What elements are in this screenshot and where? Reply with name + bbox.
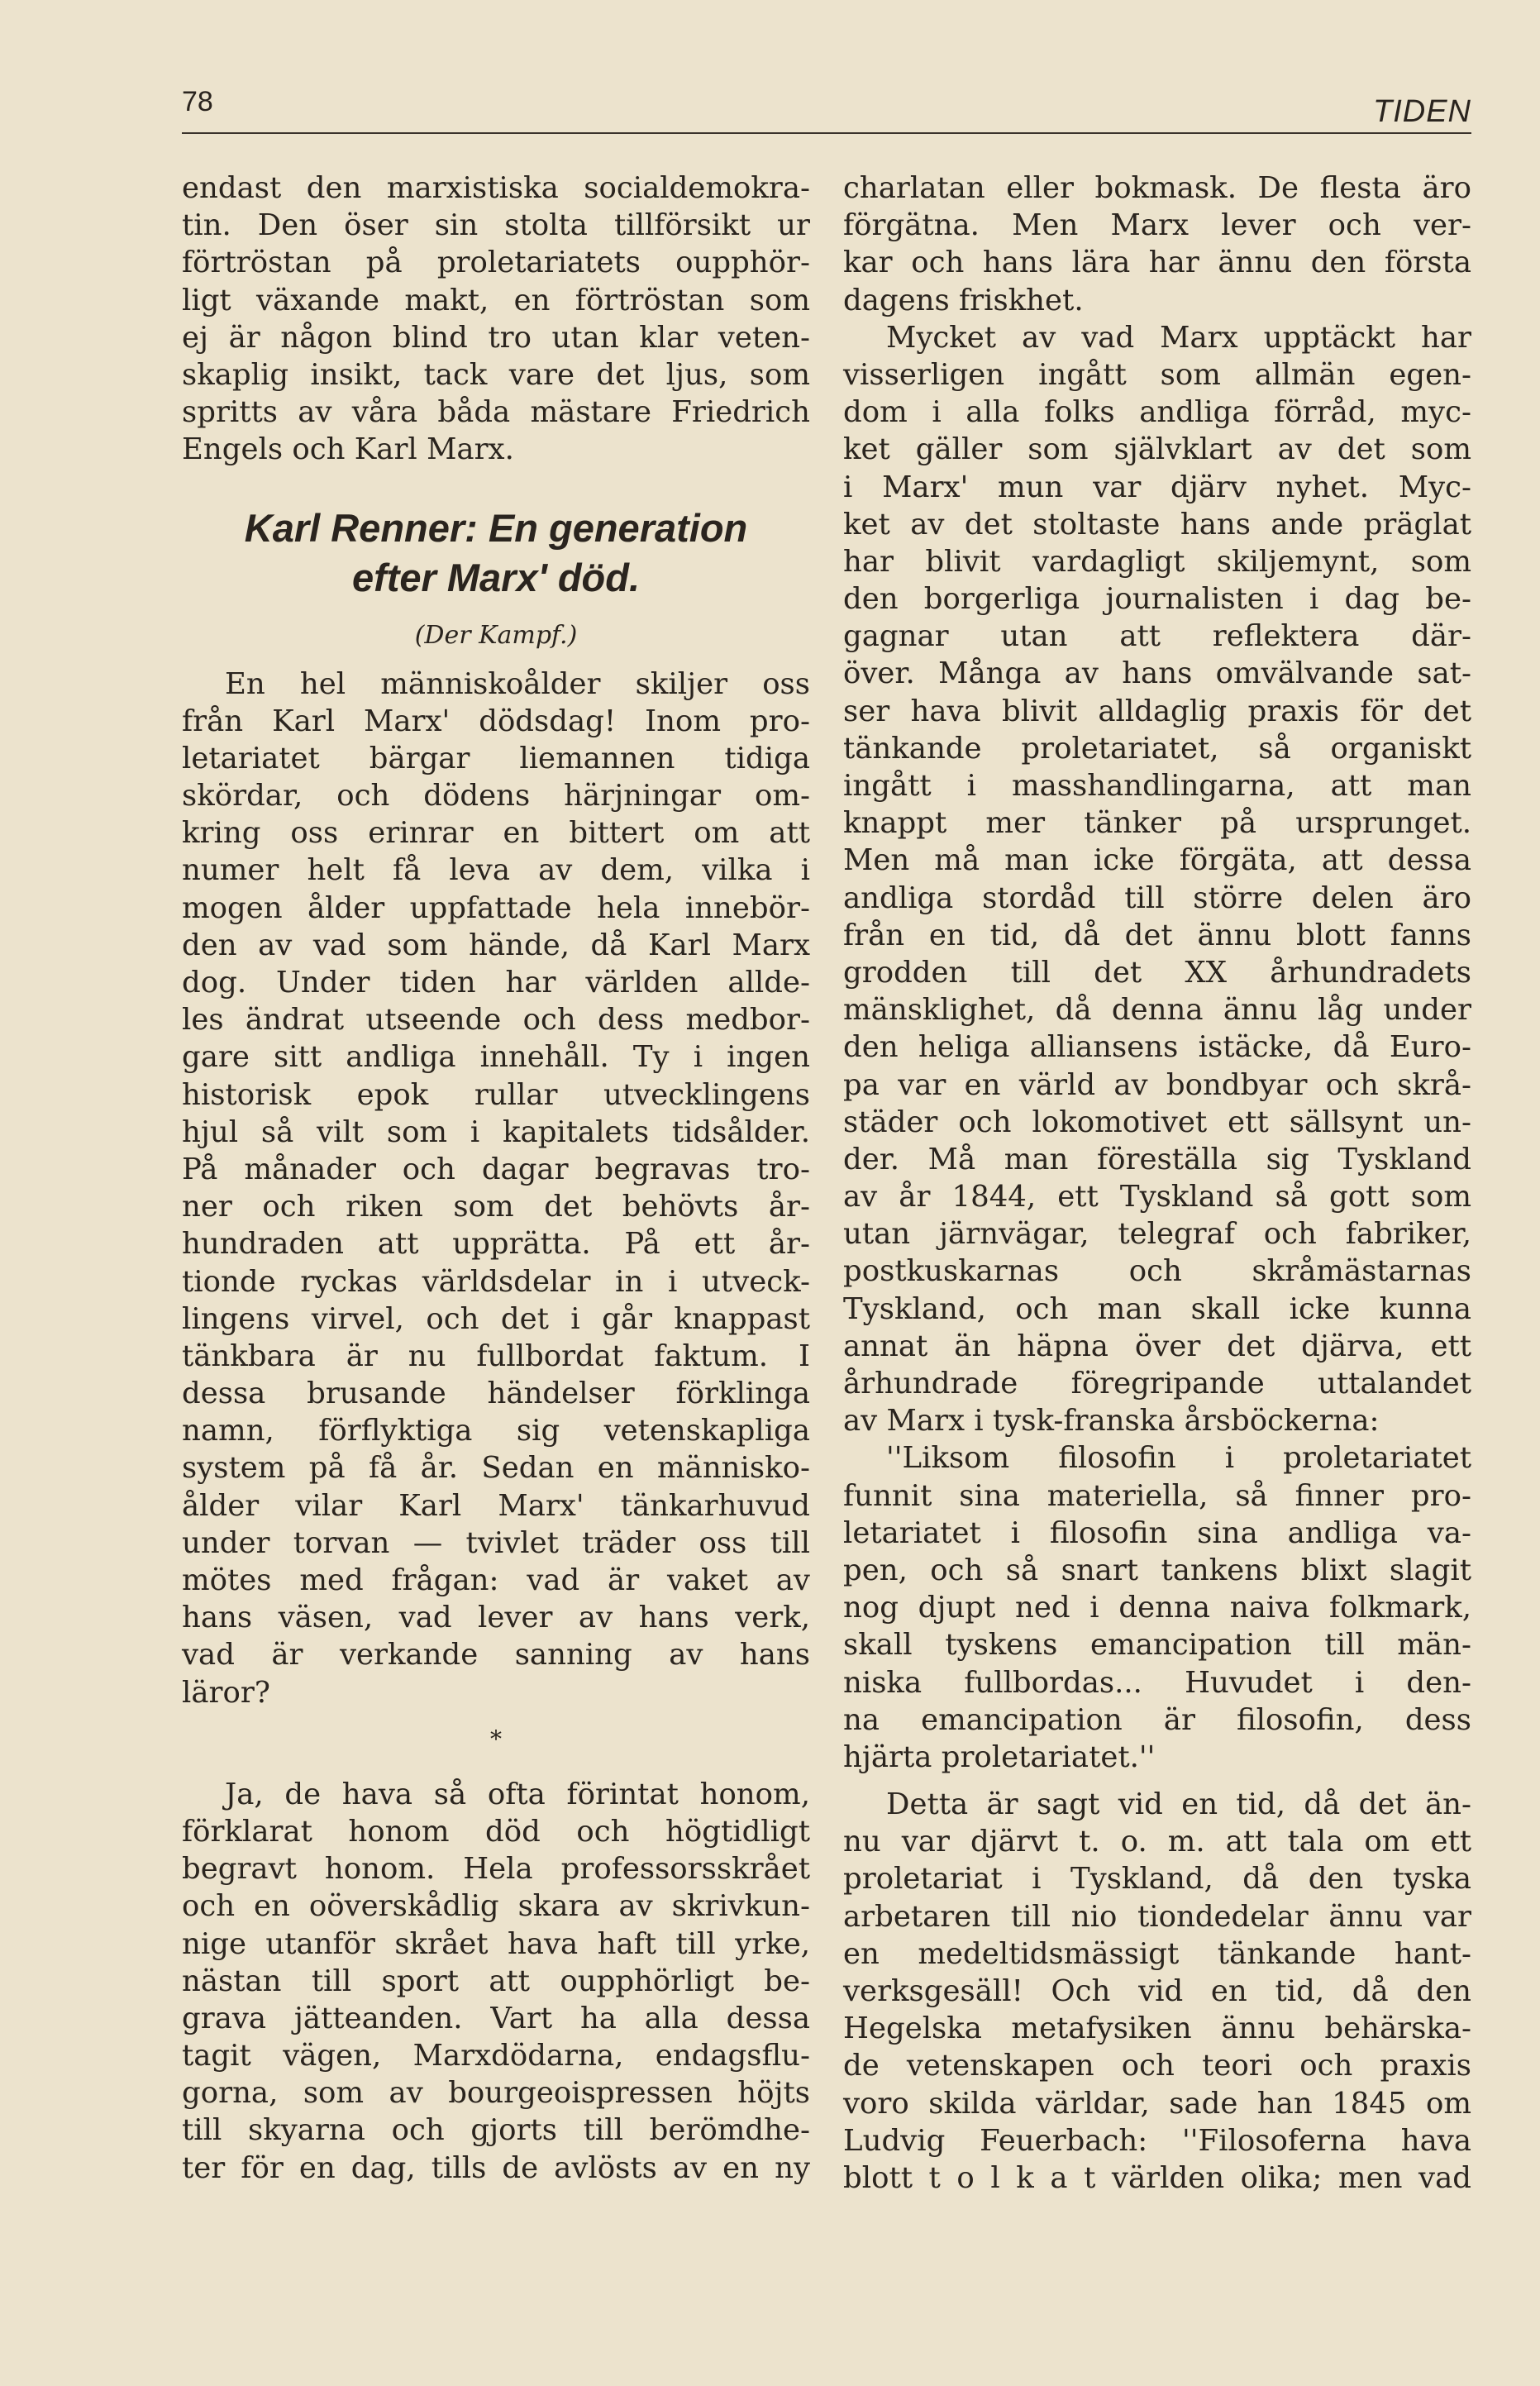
text-line: mogen ålder uppfattade hela innebör-	[182, 890, 810, 925]
text-line: proletariat i Tyskland, då den tyska	[843, 1862, 1471, 1897]
text-line: tänkande proletariatet, så organiskt	[843, 731, 1471, 766]
text-line: ligt växande makt, en förtröstan som	[182, 283, 810, 317]
text-line: den av vad som hände, då Karl Marx	[182, 928, 810, 962]
paragraph-1	[182, 666, 810, 1711]
intro-paragraph	[182, 169, 810, 469]
text-line: över. Många av hans omvälvande sat-	[843, 656, 1471, 691]
text-line: från en tid, då det ännu blott fanns	[843, 918, 1471, 952]
text-line: Mycket av vad Marx upptäckt har	[886, 320, 1471, 355]
text-line: arbetaren till nio tiondedelar ännu var	[843, 1899, 1471, 1934]
text-line: gare sitt andliga innehåll. Ty i ingen	[182, 1040, 810, 1075]
text-line: århundrade föregripande uttalandet	[843, 1367, 1471, 1401]
text-line: spritts av våra båda mästare Friedrich	[182, 395, 810, 430]
paragraph-4	[843, 319, 1471, 1440]
text-line: Detta är sagt vid en tid, då det än-	[886, 1787, 1471, 1822]
text-line: läror?	[182, 1675, 270, 1710]
text-line: En hel människoålder skiljer oss	[225, 666, 810, 701]
text-line: tagit vägen, Marxdödarna, endagsflu-	[182, 2039, 810, 2073]
text-line: ser hava blivit alldaglig praxis för det	[843, 694, 1471, 728]
paragraph-2	[182, 1776, 810, 2187]
text-line: utan järnvägar, telegraf och fabriker,	[843, 1217, 1471, 1252]
text-line: blott t o l k a t världen olika; men vad	[843, 2160, 1471, 2195]
text-line: hjul så vilt som i kapitalets tidsålder.	[182, 1114, 810, 1149]
quotation	[843, 1439, 1471, 1776]
text-line: dessa brusande händelser förklinga	[182, 1377, 810, 1411]
text-line: ''Liksom filosofin i proletariatet	[886, 1441, 1471, 1476]
article-title-line-2: efter Marx' död.	[351, 555, 641, 599]
text-line: Hegelska metafysiken ännu behärska-	[843, 2011, 1471, 2046]
text-line: ter för en dag, tills de avlösts av en ny	[182, 2150, 810, 2185]
text-line: dom i alla folks andliga förråd, myc-	[843, 395, 1471, 430]
text-line: pa var en värld av bondbyar och skrå-	[843, 1067, 1471, 1102]
text-line: förtröstan på proletariatets oupphör-	[182, 246, 810, 280]
text-line: ket gäller som självklart av det som	[843, 432, 1471, 467]
text-line: ej är någon blind tro utan klar veten-	[182, 320, 810, 355]
text-line: nu var djärvt t. o. m. att tala om ett	[843, 1825, 1471, 1859]
text-line: och en oöverskådlig skara av skrivkun-	[182, 1889, 810, 1924]
text-line: ingått i masshandlingarna, att man	[843, 769, 1471, 803]
text-line: postkuskarnas och skråmästarnas	[843, 1254, 1471, 1289]
left-column	[182, 169, 810, 2187]
text-line: tionde ryckas världsdelar in i utveck-	[182, 1264, 810, 1299]
text-line: hjärta proletariatet.''	[843, 1739, 1156, 1774]
text-line: förklarat honom död och högtidligt	[182, 1814, 810, 1849]
text-line: ålder vilar Karl Marx' tänkarhuvud	[182, 1488, 810, 1523]
text-line: städer och lokomotivet ett sällsynt un-	[843, 1105, 1471, 1139]
text-line: en medeltidsmässigt tänkande hant-	[843, 1936, 1471, 1971]
paragraph-3	[843, 169, 1471, 319]
text-line: av Marx i tysk-franska årsböckerna:	[843, 1404, 1380, 1439]
text-line: niska fullbordas... Huvudet i den-	[843, 1665, 1471, 1700]
text-line: förgätna. Men Marx lever och ver-	[843, 208, 1471, 243]
text-line: pen, och så snart tankens blixt slagit	[843, 1553, 1471, 1587]
text-line: den heliga alliansens istäcke, då Euro-	[843, 1030, 1471, 1065]
page-header	[182, 83, 1471, 134]
page-number: 78	[182, 86, 213, 117]
text-line: hans väsen, vad lever av hans verk,	[182, 1601, 810, 1635]
text-line: nige utanför skrået hava haft till yrke,	[182, 1926, 810, 1961]
text-line: voro skilda världar, sade han 1845 om	[843, 2086, 1471, 2121]
text-line: nog djupt ned i denna naiva folkmark,	[843, 1591, 1471, 1625]
text-line: funnit sina materiella, så finner pro-	[843, 1478, 1471, 1513]
text-line: letariatet i filosofin sina andliga va-	[843, 1515, 1471, 1550]
text-line: nästan till sport att oupphörligt be-	[182, 1964, 810, 1998]
text-line: mötes med frågan: vad är vaket av	[182, 1563, 810, 1597]
text-line: lingens virvel, och det i går knappast	[182, 1301, 810, 1336]
text-line: annat än häpna över det djärva, ett	[843, 1329, 1471, 1363]
text-line: skall tyskens emancipation till män-	[843, 1628, 1471, 1663]
text-line: tin. Den öser sin stolta tillförsikt ur	[182, 208, 810, 243]
text-line: Tyskland, och man skall icke kunna	[843, 1291, 1471, 1326]
text-line: der. Må man föreställa sig Tyskland	[843, 1142, 1471, 1176]
text-line: grava jätteanden. Vart ha alla dessa	[182, 2001, 810, 2035]
text-line: hundraden att upprätta. På ett år-	[182, 1227, 810, 1262]
text-line: knappt mer tänker på ursprunget.	[843, 806, 1471, 841]
text-line: har blivit vardagligt skiljemynt, som	[843, 544, 1471, 579]
text-line: skördar, och dödens härjningar om-	[182, 779, 810, 814]
text-line: mänsklighet, då denna ännu låg under	[843, 993, 1471, 1028]
text-line: skaplig insikt, tack vare det ljus, som	[182, 357, 810, 392]
text-line: system på få år. Sedan en människo-	[182, 1451, 810, 1486]
text-line: ket av det stoltaste hans ande präglat	[843, 507, 1471, 542]
text-line: endast den marxistiska socialdemokra-	[182, 171, 810, 205]
text-line: ner och riken som det behövts år-	[182, 1190, 810, 1224]
section-separator: *	[490, 1725, 502, 1753]
article-title-line-1: Karl Renner: En generation	[244, 505, 748, 550]
text-line: les ändrat utseende och dess medbor-	[182, 1003, 810, 1038]
text-line: visserligen ingått som allmän egen-	[843, 357, 1471, 392]
text-line: tänkbara är nu fullbordat faktum. I	[182, 1339, 810, 1373]
text-line: begravt honom. Hela professorsskrået	[182, 1852, 810, 1887]
text-line: gorna, som av bourgeoispressen höjts	[182, 2076, 810, 2111]
text-line: Ja, de hava så ofta förintat honom,	[225, 1777, 810, 1811]
journal-name: TIDEN	[1373, 94, 1471, 129]
text-line: de vetenskapen och teori och praxis	[843, 2049, 1471, 2083]
right-column	[843, 169, 1471, 2197]
text-line: kring oss erinrar en bittert om att	[182, 816, 810, 851]
text-line: historisk epok rullar utvecklingens	[182, 1077, 810, 1112]
text-line: vad är verkande sanning av hans	[182, 1638, 810, 1673]
text-line: grodden till det XX århundradets	[843, 955, 1471, 990]
paragraph-5	[843, 1786, 1471, 2197]
article-source: (Der Kampf.)	[414, 620, 578, 650]
text-line: gagnar utan att reflektera där-	[843, 619, 1471, 654]
text-line: från Karl Marx' dödsdag! Inom pro-	[182, 704, 810, 738]
text-line: i Marx' mun var djärv nyhet. Myc-	[843, 470, 1471, 504]
text-line: Men må man icke förgäta, att dessa	[843, 843, 1471, 878]
text-line: Ludvig Feuerbach: ''Filosoferna hava	[843, 2123, 1471, 2158]
text-line: andliga stordåd till större delen äro	[843, 880, 1471, 915]
text-line: namn, förflyktiga sig vetenskapliga	[182, 1414, 810, 1448]
text-line: av år 1844, ett Tyskland så gott som	[843, 1180, 1471, 1214]
text-line: till skyarna och gjorts till berömdhe-	[182, 2113, 810, 2148]
text-line: dog. Under tiden har världen allde-	[182, 966, 810, 1000]
text-line: kar och hans lära har ännu den första	[843, 246, 1471, 280]
text-line: Engels och Karl Marx.	[182, 432, 514, 467]
text-line: letariatet bärgar liemannen tidiga	[182, 741, 810, 775]
text-line: charlatan eller bokmask. De flesta äro	[843, 171, 1471, 205]
text-line: verksgesäll! Och vid en tid, då den	[843, 1974, 1471, 2008]
text-line: dagens friskhet.	[843, 283, 1084, 317]
text-line: På månader och dagar begravas tro-	[182, 1152, 810, 1186]
text-line: na emancipation är filosofin, dess	[843, 1702, 1471, 1737]
text-line: numer helt få leva av dem, vilka i	[182, 853, 810, 888]
text-line: den borgerliga journalisten i dag be-	[843, 582, 1471, 617]
text-line: under torvan — tvivlet träder oss till	[182, 1525, 810, 1560]
